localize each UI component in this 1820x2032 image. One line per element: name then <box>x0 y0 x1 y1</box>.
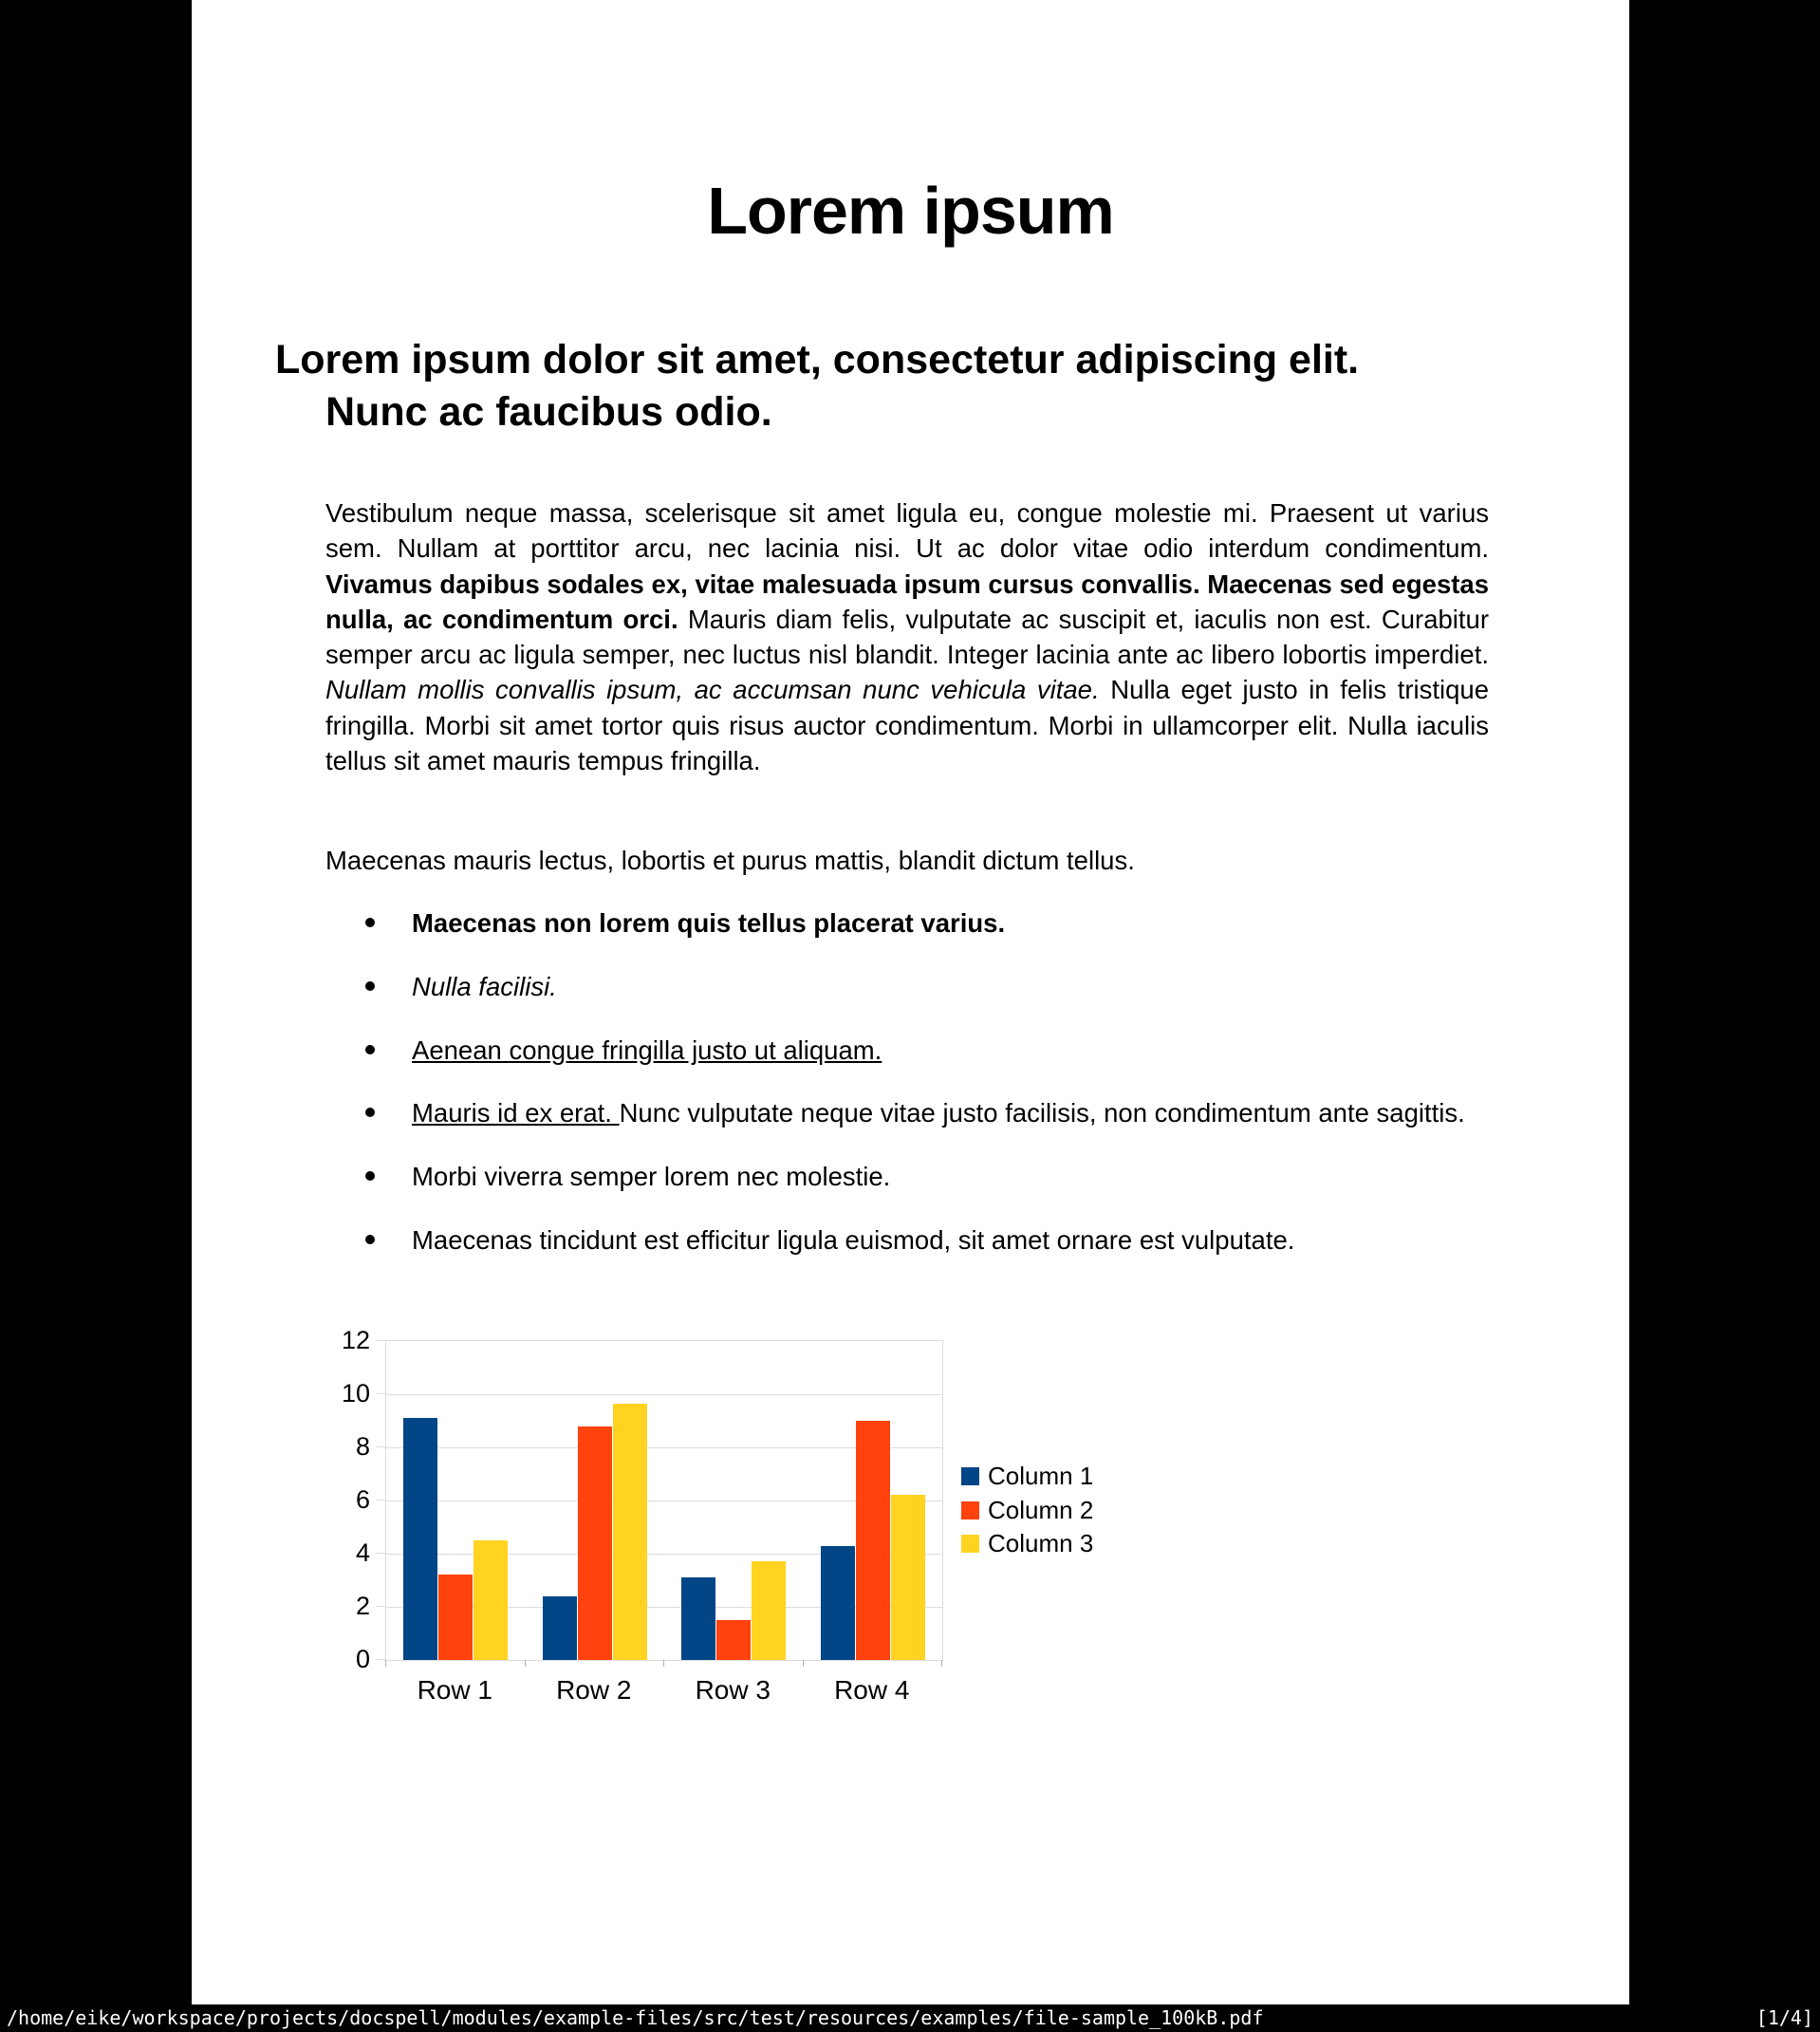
text-segment-underline: Aenean congue fringilla justo ut aliquam. <box>412 1035 882 1065</box>
bar-row4-column3 <box>891 1495 925 1660</box>
legend-label: Column 2 <box>988 1495 1094 1524</box>
list-item <box>325 1033 1489 1068</box>
text-segment-normal: Morbi viverra semper lorem nec molestie. <box>412 1162 891 1192</box>
x-axis-tick <box>525 1660 526 1667</box>
bar-chart <box>192 1326 1283 1737</box>
y-axis-tick <box>377 1393 385 1394</box>
legend-swatch-icon <box>961 1501 979 1519</box>
text-segment-underline: Mauris id ex erat. <box>412 1098 620 1128</box>
x-axis-label: Row 4 <box>834 1675 910 1705</box>
x-axis-tick <box>803 1660 804 1667</box>
bullet-icon <box>365 918 375 927</box>
legend-entry <box>961 1495 1094 1524</box>
list-item <box>325 1222 1489 1258</box>
bullet-icon <box>365 1108 375 1117</box>
legend-label: Column 1 <box>988 1462 1094 1490</box>
y-axis-label: 8 <box>355 1432 370 1461</box>
y-axis-tick <box>377 1659 385 1660</box>
bullet-list <box>325 905 1489 1286</box>
legend-swatch-icon <box>961 1467 979 1485</box>
x-axis-tick <box>385 1660 386 1667</box>
statusbar-file-path: /home/eike/workspace/projects/docspell/modules/example-files/src/test/resources/examples/file-sample_100kB.pdf <box>7 2006 1264 2029</box>
x-axis-label: Row 2 <box>556 1675 632 1705</box>
bar-row4-column2 <box>856 1421 890 1660</box>
heading-line-1: Lorem ipsum dolor sit amet, consectetur adipiscing elit. <box>275 337 1360 382</box>
text-segment-italic: Nullam mollis convallis ipsum, ac accumsan nunc vehicula vitae. <box>325 675 1111 705</box>
list-item <box>325 969 1489 1004</box>
statusbar <box>0 2004 1820 2032</box>
y-axis-tick <box>377 1446 385 1447</box>
document-title: Lorem ipsum <box>707 174 1114 248</box>
gridline <box>386 1394 942 1395</box>
bullet-icon <box>365 1171 375 1181</box>
list-item <box>325 1159 1489 1194</box>
text-segment-bold: Vivamus dapibus sodales ex, vitae malesuada ipsum cursus convallis. Maecenas sed egestas nulla, ac condimentum orci. <box>325 569 1489 634</box>
legend-label: Column 3 <box>988 1529 1094 1557</box>
heading-line-2: Nunc ac faucibus odio. <box>325 389 772 435</box>
bullet-icon <box>365 981 375 991</box>
y-axis-tick <box>377 1340 385 1341</box>
y-axis-label: 6 <box>355 1485 370 1514</box>
bar-row2-column2 <box>578 1426 612 1660</box>
list-item <box>325 905 1489 941</box>
bar-row4-column1 <box>821 1546 855 1660</box>
text-segment-normal: Nulla eget justo in felis tristique fringilla. Morbi sit amet tortor quis risus auctor condimentum. Morbi in ullamcorper elit. Nulla iaculis tellus sit amet mauris tempus fringilla. <box>325 675 1489 776</box>
chart-legend <box>961 1462 1094 1569</box>
y-axis-label: 4 <box>355 1538 370 1567</box>
x-axis-label: Row 3 <box>695 1675 771 1705</box>
text-segment-normal: Mauris diam felis, vulputate ac suscipit et, iaculis non est. Curabitur semper arcu ac ligula semper, nec luctus nisl blandit. Integer lacinia ante ac libero lobortis imperdiet. <box>325 604 1489 670</box>
bar-row1-column2 <box>438 1575 473 1660</box>
text-segment-normal: Nunc vulputate neque vitae justo facilisis, non condimentum ante sagittis. <box>619 1098 1465 1128</box>
legend-swatch-icon <box>961 1535 979 1553</box>
bar-row1-column1 <box>403 1418 437 1660</box>
chart-plot-area <box>385 1340 943 1661</box>
bar-row2-column1 <box>543 1596 577 1660</box>
y-axis-label: 12 <box>341 1326 370 1354</box>
y-axis-label: 10 <box>341 1379 370 1407</box>
legend-entry <box>961 1462 1094 1490</box>
text-segment-italic: Nulla facilisi. <box>412 971 557 1001</box>
y-axis-tick <box>377 1606 385 1607</box>
text-segment-normal: Maecenas tincidunt est efficitur ligula euismod, sit amet ornare est vulputate. <box>412 1224 1295 1255</box>
y-axis-tick <box>377 1500 385 1501</box>
x-axis-tick <box>941 1660 942 1667</box>
bar-row3-column1 <box>681 1577 715 1660</box>
text-segment-normal: Vestibulum neque massa, scelerisque sit amet ligula eu, congue molestie mi. Praesent ut varius sem. Nullam at porttitor arcu, nec lacinia nisi. Ut ac dolor vitae odio interdum condimentum. <box>325 498 1489 564</box>
legend-entry <box>961 1529 1094 1557</box>
bar-row3-column3 <box>752 1561 786 1660</box>
body-paragraph <box>325 495 1489 778</box>
pdf-page <box>192 0 1629 2004</box>
statusbar-page-indicator: [1/4] <box>1755 2006 1813 2029</box>
bullet-icon <box>365 1235 375 1244</box>
y-axis-tick <box>377 1553 385 1554</box>
intro-line: Maecenas mauris lectus, lobortis et purus mattis, blandit dictum tellus. <box>325 846 1135 875</box>
list-item <box>325 1095 1489 1130</box>
bar-row1-column3 <box>474 1540 508 1660</box>
x-axis-tick <box>663 1660 664 1667</box>
bar-row2-column3 <box>613 1404 647 1660</box>
x-axis-label: Row 1 <box>417 1675 492 1705</box>
bullet-icon <box>365 1045 375 1054</box>
y-axis-label: 0 <box>355 1645 370 1673</box>
document-heading <box>275 334 1528 438</box>
bar-row3-column2 <box>716 1620 751 1660</box>
y-axis-label: 2 <box>355 1592 370 1620</box>
text-segment-bold: Maecenas non lorem quis tellus placerat varius. <box>412 908 1006 938</box>
